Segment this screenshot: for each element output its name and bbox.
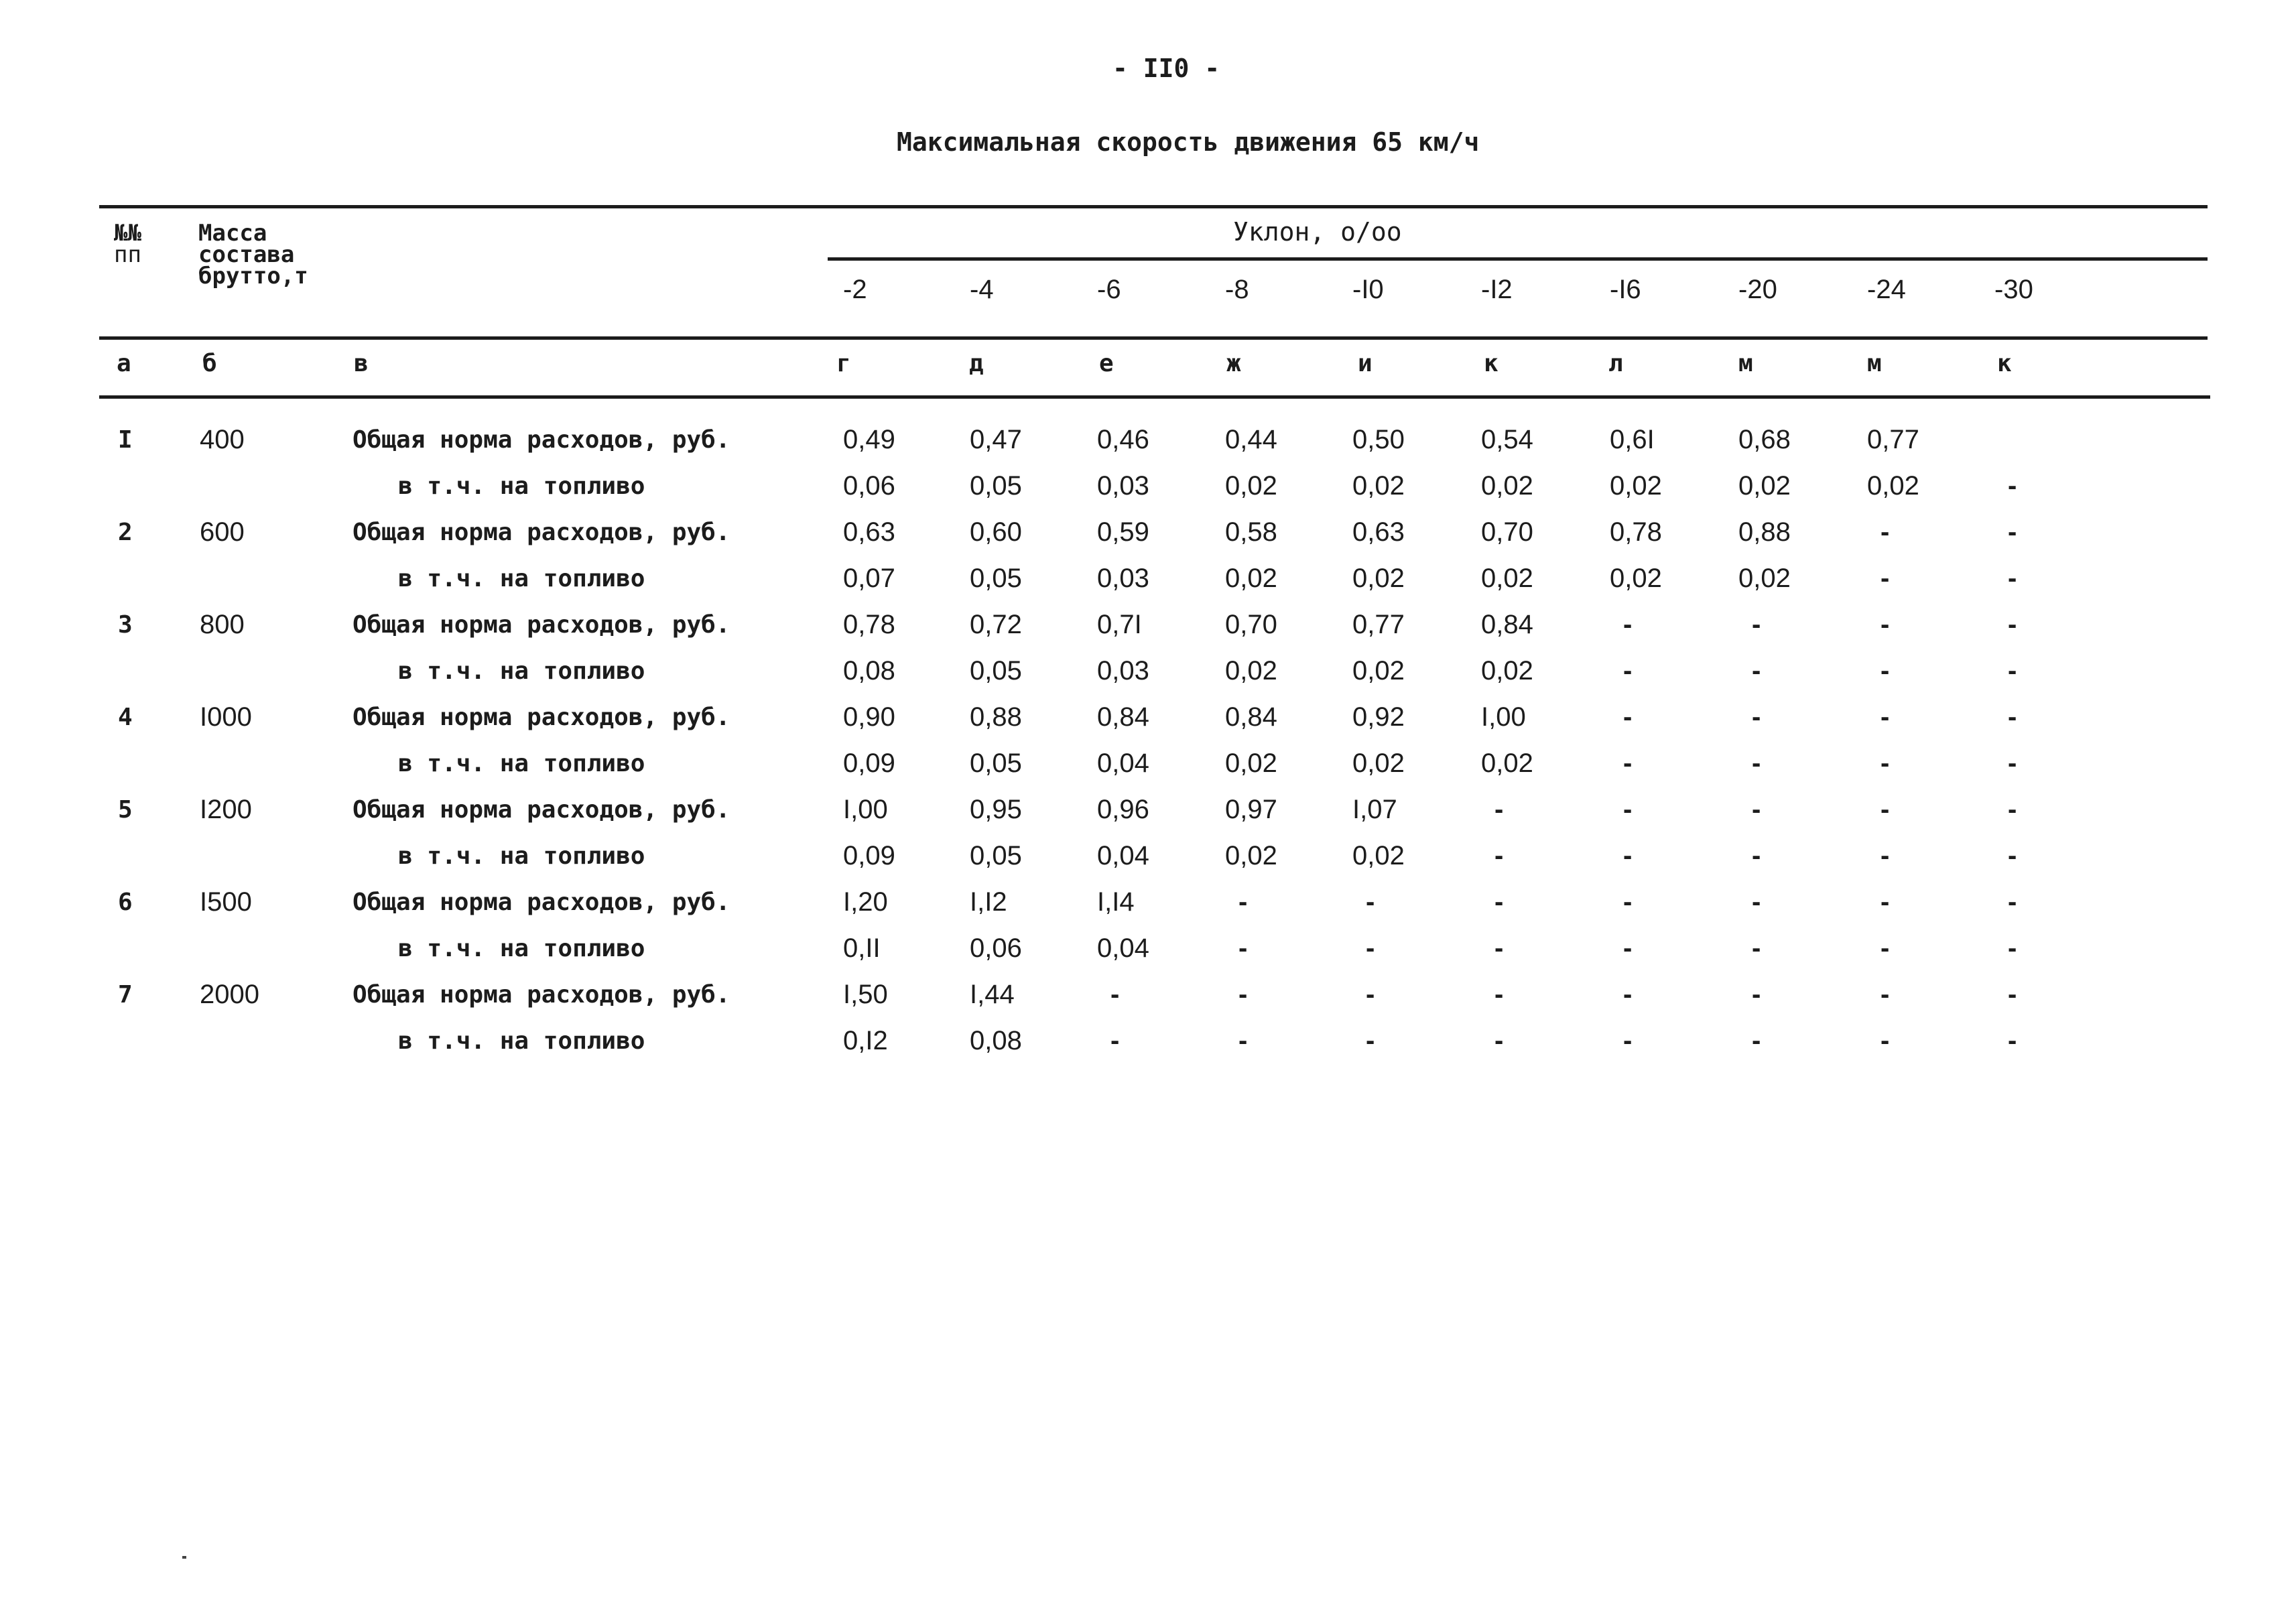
row-mass: I500 bbox=[200, 887, 252, 917]
value-cell: I,I2 bbox=[970, 887, 1007, 917]
empty-cell-dash: - bbox=[1623, 749, 1633, 778]
value-cell: 0,84 bbox=[1225, 702, 1277, 732]
header-mass-line3: брутто,т bbox=[198, 263, 308, 289]
slope-header-cell: -4 bbox=[970, 275, 994, 304]
value-cell: 0,03 bbox=[1097, 656, 1149, 686]
row-mass: 600 bbox=[200, 517, 245, 547]
scan-speck bbox=[182, 1556, 186, 1559]
header-number-line1: №№ bbox=[114, 220, 141, 247]
value-cell: 0,08 bbox=[843, 656, 895, 686]
slope-header-cell: -6 bbox=[1097, 275, 1121, 304]
value-cell: 0,I2 bbox=[843, 1026, 888, 1055]
column-letter: а bbox=[117, 350, 131, 377]
value-cell: 0,02 bbox=[1738, 471, 1791, 501]
value-cell: 0,77 bbox=[1352, 610, 1405, 639]
empty-cell-dash: - bbox=[1752, 1026, 1761, 1055]
value-cell: I,20 bbox=[843, 887, 888, 917]
empty-cell-dash: - bbox=[2008, 610, 2017, 639]
value-cell: 0,7I bbox=[1097, 610, 1142, 639]
empty-cell-dash: - bbox=[1623, 841, 1633, 870]
row-mass: 800 bbox=[200, 610, 245, 639]
empty-cell-dash: - bbox=[1366, 887, 1375, 917]
value-cell: 0,02 bbox=[1481, 749, 1533, 778]
value-cell: 0,02 bbox=[1352, 471, 1405, 501]
column-letter: в bbox=[354, 350, 369, 377]
header-mass-column bbox=[198, 222, 308, 287]
value-cell: 0,58 bbox=[1225, 517, 1277, 547]
header-slope-title: Уклон, о/оо bbox=[1233, 217, 1402, 247]
value-cell: 0,78 bbox=[1610, 517, 1662, 547]
value-cell: 0,08 bbox=[970, 1026, 1022, 1055]
row-total-label: Общая норма расходов, руб. bbox=[353, 704, 730, 731]
empty-cell-dash: - bbox=[2008, 887, 2017, 917]
empty-cell-dash: - bbox=[2008, 656, 2017, 686]
empty-cell-dash: - bbox=[1494, 887, 1504, 917]
empty-cell-dash: - bbox=[1880, 841, 1890, 870]
row-fuel-label: в т.ч. на топливо bbox=[398, 657, 645, 685]
empty-cell-dash: - bbox=[2008, 564, 2017, 593]
value-cell: 0,02 bbox=[1352, 564, 1405, 593]
empty-cell-dash: - bbox=[1752, 656, 1761, 686]
row-fuel-label: в т.ч. на топливо bbox=[398, 935, 645, 962]
value-cell: 0,59 bbox=[1097, 517, 1149, 547]
value-cell: 0,92 bbox=[1352, 702, 1405, 732]
value-cell: 0,63 bbox=[1352, 517, 1405, 547]
empty-cell-dash: - bbox=[1366, 1026, 1375, 1055]
empty-cell-dash: - bbox=[1623, 933, 1633, 963]
value-cell: 0,97 bbox=[1225, 795, 1277, 824]
empty-cell-dash: - bbox=[1880, 749, 1890, 778]
header-mass-line2: состава bbox=[198, 241, 295, 268]
row-total-label: Общая норма расходов, руб. bbox=[353, 519, 730, 546]
empty-cell-dash: - bbox=[1752, 702, 1761, 732]
slope-header-cell: -24 bbox=[1867, 275, 1906, 304]
value-cell: 0,06 bbox=[843, 471, 895, 501]
value-cell: 0,60 bbox=[970, 517, 1022, 547]
empty-cell-dash: - bbox=[1238, 933, 1248, 963]
value-cell: 0,90 bbox=[843, 702, 895, 732]
value-cell: 0,77 bbox=[1867, 425, 1919, 454]
slope-header-cell: -2 bbox=[843, 275, 867, 304]
slope-header-cell: -I0 bbox=[1352, 275, 1384, 304]
value-cell: 0,54 bbox=[1481, 425, 1533, 454]
value-cell: 0,09 bbox=[843, 749, 895, 778]
value-cell: 0,96 bbox=[1097, 795, 1149, 824]
empty-cell-dash: - bbox=[1880, 702, 1890, 732]
row-fuel-label: в т.ч. на топливо bbox=[398, 842, 645, 870]
value-cell: 0,07 bbox=[843, 564, 895, 593]
empty-cell-dash: - bbox=[1623, 887, 1633, 917]
value-cell: 0,02 bbox=[1610, 564, 1662, 593]
value-cell: 0,46 bbox=[1097, 425, 1149, 454]
empty-cell-dash: - bbox=[1880, 517, 1890, 547]
slope-header-cell: -I6 bbox=[1610, 275, 1641, 304]
value-cell: 0,44 bbox=[1225, 425, 1277, 454]
column-letter: л bbox=[1608, 350, 1623, 377]
value-cell: 0,04 bbox=[1097, 841, 1149, 870]
row-number: 2 bbox=[118, 519, 133, 546]
column-letter: м bbox=[1738, 350, 1753, 377]
value-cell: 0,04 bbox=[1097, 933, 1149, 963]
value-cell: 0,95 bbox=[970, 795, 1022, 824]
empty-cell-dash: - bbox=[1238, 887, 1248, 917]
empty-cell-dash: - bbox=[2008, 1026, 2017, 1055]
row-number: 7 bbox=[118, 981, 133, 1009]
empty-cell-dash: - bbox=[1880, 887, 1890, 917]
empty-cell-dash: - bbox=[1494, 933, 1504, 963]
value-cell: I,00 bbox=[843, 795, 888, 824]
column-letter: к bbox=[1484, 350, 1498, 377]
row-mass: I200 bbox=[200, 795, 252, 824]
value-cell: 0,02 bbox=[1225, 564, 1277, 593]
value-cell: 0,05 bbox=[970, 564, 1022, 593]
value-cell: 0,50 bbox=[1352, 425, 1405, 454]
row-total-label: Общая норма расходов, руб. bbox=[353, 981, 730, 1009]
row-total-label: Общая норма расходов, руб. bbox=[353, 426, 730, 454]
empty-cell-dash: - bbox=[1752, 933, 1761, 963]
empty-cell-dash: - bbox=[1752, 887, 1761, 917]
empty-cell-dash: - bbox=[1623, 980, 1633, 1009]
empty-cell-dash: - bbox=[1880, 610, 1890, 639]
empty-cell-dash: - bbox=[1238, 980, 1248, 1009]
empty-cell-dash: - bbox=[1752, 980, 1761, 1009]
letters-bottom-rule bbox=[99, 395, 2210, 399]
value-cell: 0,II bbox=[843, 933, 881, 963]
value-cell: I,00 bbox=[1481, 702, 1526, 732]
column-letter: и bbox=[1358, 350, 1373, 377]
empty-cell-dash: - bbox=[2008, 471, 2017, 501]
value-cell: I,44 bbox=[970, 980, 1015, 1009]
value-cell: 0,02 bbox=[1225, 471, 1277, 501]
empty-cell-dash: - bbox=[1110, 980, 1120, 1009]
value-cell: 0,03 bbox=[1097, 471, 1149, 501]
value-cell: 0,09 bbox=[843, 841, 895, 870]
empty-cell-dash: - bbox=[1623, 702, 1633, 732]
value-cell: 0,03 bbox=[1097, 564, 1149, 593]
header-mass-line1: Масса bbox=[198, 220, 267, 247]
value-cell: 0,04 bbox=[1097, 749, 1149, 778]
empty-cell-dash: - bbox=[1880, 933, 1890, 963]
empty-cell-dash: - bbox=[1880, 795, 1890, 824]
row-fuel-label: в т.ч. на топливо bbox=[398, 472, 645, 500]
empty-cell-dash: - bbox=[1623, 610, 1633, 639]
row-number: 4 bbox=[118, 704, 133, 731]
row-number: 6 bbox=[118, 889, 133, 916]
empty-cell-dash: - bbox=[1238, 1026, 1248, 1055]
empty-cell-dash: - bbox=[2008, 795, 2017, 824]
value-cell: 0,02 bbox=[1352, 749, 1405, 778]
row-mass: I000 bbox=[200, 702, 252, 732]
column-letter: м bbox=[1867, 350, 1882, 377]
value-cell: 0,84 bbox=[1481, 610, 1533, 639]
column-letter: к bbox=[1997, 350, 2012, 377]
empty-cell-dash: - bbox=[1752, 610, 1761, 639]
empty-cell-dash: - bbox=[1752, 749, 1761, 778]
empty-cell-dash: - bbox=[1880, 564, 1890, 593]
value-cell: 0,84 bbox=[1097, 702, 1149, 732]
table-top-rule bbox=[99, 205, 2208, 208]
row-mass: 2000 bbox=[200, 980, 259, 1009]
value-cell: 0,02 bbox=[1481, 656, 1533, 686]
column-letter: е bbox=[1099, 350, 1114, 377]
value-cell: 0,02 bbox=[1352, 841, 1405, 870]
value-cell: 0,05 bbox=[970, 656, 1022, 686]
value-cell: 0,02 bbox=[1738, 564, 1791, 593]
value-cell: 0,47 bbox=[970, 425, 1022, 454]
header-number-column bbox=[114, 220, 141, 268]
empty-cell-dash: - bbox=[1494, 980, 1504, 1009]
empty-cell-dash: - bbox=[2008, 702, 2017, 732]
value-cell: 0,70 bbox=[1481, 517, 1533, 547]
slope-header-cell: -30 bbox=[1994, 275, 2033, 304]
value-cell: 0,05 bbox=[970, 749, 1022, 778]
value-cell: 0,02 bbox=[1481, 471, 1533, 501]
value-cell: I,I4 bbox=[1097, 887, 1135, 917]
empty-cell-dash: - bbox=[1623, 795, 1633, 824]
column-letter: б bbox=[202, 350, 217, 377]
empty-cell-dash: - bbox=[2008, 749, 2017, 778]
empty-cell-dash: - bbox=[1494, 795, 1504, 824]
column-letter: ж bbox=[1226, 350, 1241, 377]
value-cell: 0,78 bbox=[843, 610, 895, 639]
empty-cell-dash: - bbox=[2008, 933, 2017, 963]
column-letter: д bbox=[969, 350, 984, 377]
empty-cell-dash: - bbox=[1752, 795, 1761, 824]
empty-cell-dash: - bbox=[1752, 841, 1761, 870]
value-cell: 0,05 bbox=[970, 471, 1022, 501]
row-total-label: Общая норма расходов, руб. bbox=[353, 611, 730, 639]
slope-header-cell: -8 bbox=[1225, 275, 1249, 304]
empty-cell-dash: - bbox=[1366, 933, 1375, 963]
empty-cell-dash: - bbox=[2008, 841, 2017, 870]
value-cell: 0,02 bbox=[1610, 471, 1662, 501]
empty-cell-dash: - bbox=[1494, 1026, 1504, 1055]
value-cell: 0,02 bbox=[1225, 841, 1277, 870]
row-fuel-label: в т.ч. на топливо bbox=[398, 1027, 645, 1055]
value-cell: 0,88 bbox=[970, 702, 1022, 732]
empty-cell-dash: - bbox=[1494, 841, 1504, 870]
header-bottom-rule bbox=[99, 336, 2208, 340]
value-cell: 0,02 bbox=[1481, 564, 1533, 593]
row-mass: 400 bbox=[200, 425, 245, 454]
value-cell: 0,02 bbox=[1225, 656, 1277, 686]
value-cell: 0,72 bbox=[970, 610, 1022, 639]
empty-cell-dash: - bbox=[2008, 980, 2017, 1009]
row-fuel-label: в т.ч. на топливо bbox=[398, 750, 645, 777]
value-cell: 0,63 bbox=[843, 517, 895, 547]
value-cell: 0,70 bbox=[1225, 610, 1277, 639]
page-number: - II0 - bbox=[1112, 54, 1220, 83]
empty-cell-dash: - bbox=[2008, 517, 2017, 547]
column-letter: г bbox=[836, 350, 851, 377]
value-cell: 0,02 bbox=[1225, 749, 1277, 778]
value-cell: I,07 bbox=[1352, 795, 1397, 824]
slope-header-cell: -I2 bbox=[1481, 275, 1513, 304]
empty-cell-dash: - bbox=[1880, 1026, 1890, 1055]
value-cell: 0,6I bbox=[1610, 425, 1655, 454]
value-cell: 0,06 bbox=[970, 933, 1022, 963]
value-cell: 0,02 bbox=[1867, 471, 1919, 501]
value-cell: 0,49 bbox=[843, 425, 895, 454]
row-total-label: Общая норма расходов, руб. bbox=[353, 889, 730, 916]
empty-cell-dash: - bbox=[1366, 980, 1375, 1009]
value-cell: 0,02 bbox=[1352, 656, 1405, 686]
empty-cell-dash: - bbox=[1623, 1026, 1633, 1055]
value-cell: 0,88 bbox=[1738, 517, 1791, 547]
value-cell: 0,68 bbox=[1738, 425, 1791, 454]
slope-subheader-rule bbox=[828, 257, 2208, 261]
row-number: 5 bbox=[118, 796, 133, 824]
value-cell: I,50 bbox=[843, 980, 888, 1009]
header-number-line2: пп bbox=[114, 241, 141, 268]
row-number: 3 bbox=[118, 611, 133, 639]
empty-cell-dash: - bbox=[1880, 656, 1890, 686]
empty-cell-dash: - bbox=[1880, 980, 1890, 1009]
row-total-label: Общая норма расходов, руб. bbox=[353, 796, 730, 824]
slope-header-cell: -20 bbox=[1738, 275, 1777, 304]
row-number: I bbox=[118, 426, 133, 454]
value-cell: 0,05 bbox=[970, 841, 1022, 870]
page-caption: Максимальная скорость движения 65 км/ч bbox=[897, 127, 1480, 157]
empty-cell-dash: - bbox=[1623, 656, 1633, 686]
empty-cell-dash: - bbox=[1110, 1026, 1120, 1055]
row-fuel-label: в т.ч. на топливо bbox=[398, 565, 645, 592]
